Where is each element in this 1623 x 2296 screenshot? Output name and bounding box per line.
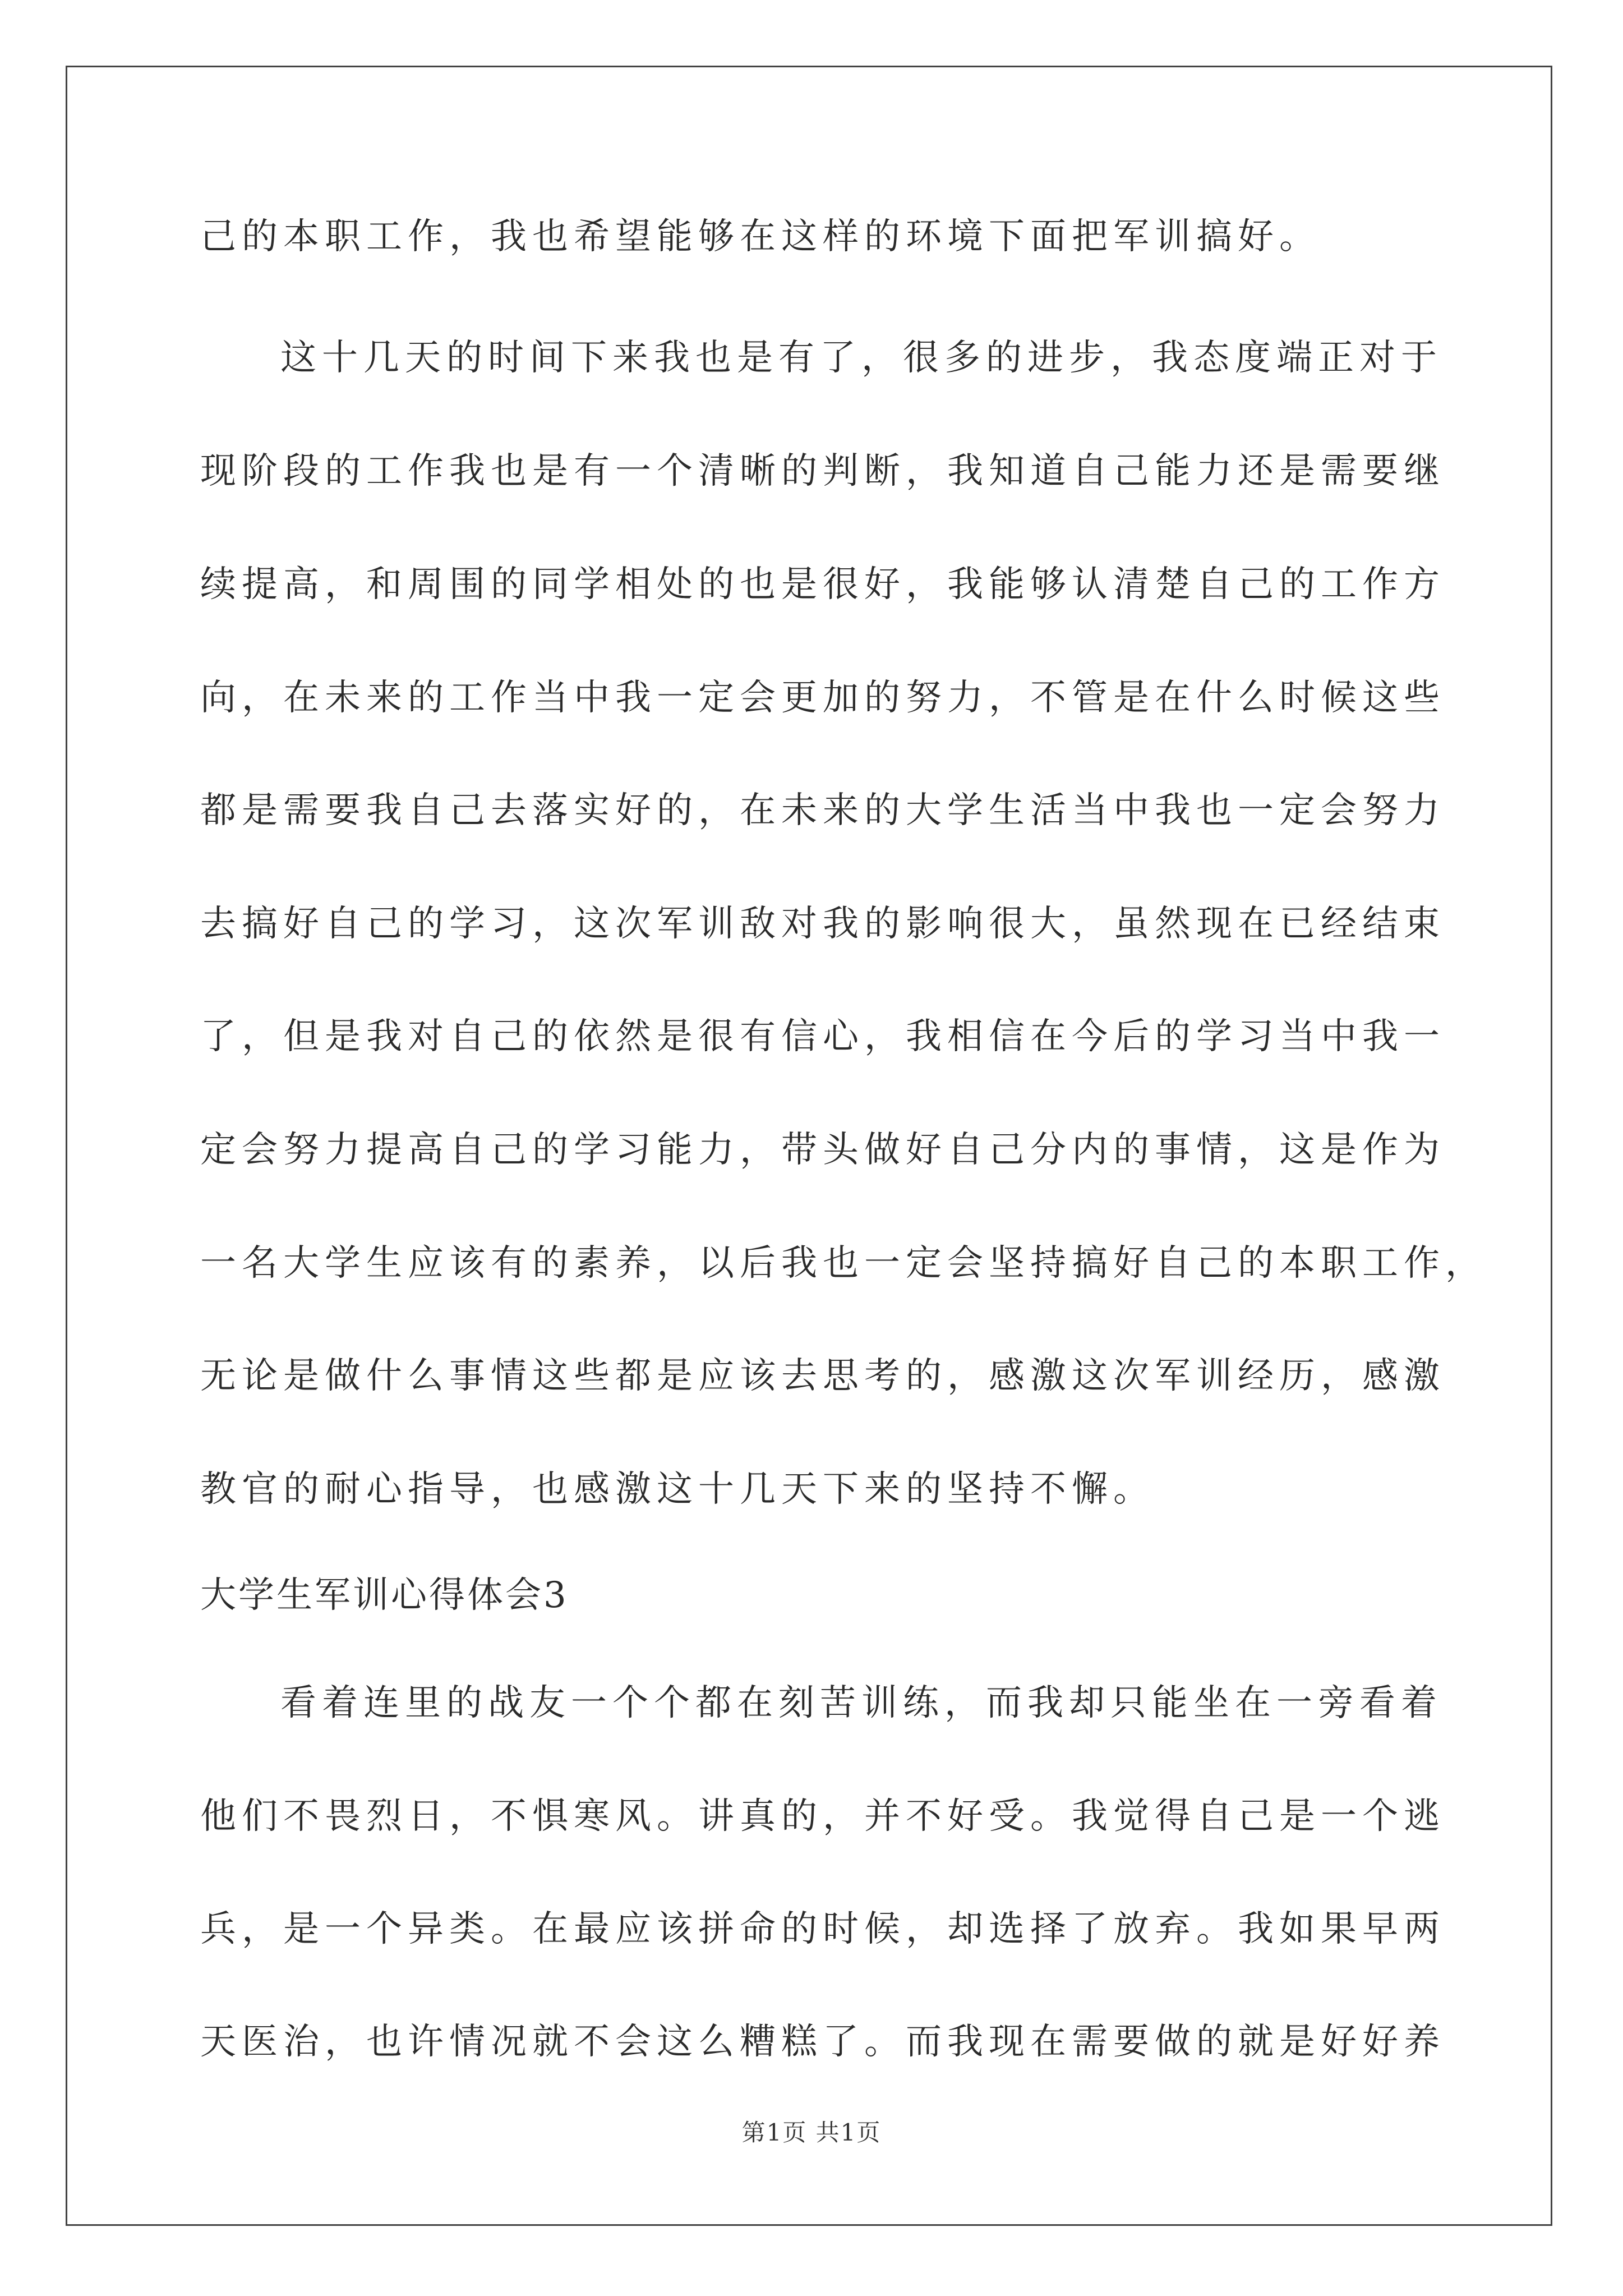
paragraph-line: 他们不畏烈日，不惧寒风。讲真的，并不好受。我觉得自己是一个逃 xyxy=(200,1796,1445,1837)
paragraph-line: 去搞好自己的学习，这次军训敌对我的影响很大，虽然现在已经结束 xyxy=(200,903,1445,945)
paragraph-line: 向，在未来的工作当中我一定会更加的努力，不管是在什么时候这些 xyxy=(200,677,1445,719)
paragraph-line: 无论是做什么事情这些都是应该去思考的，感激这次军训经历，感激 xyxy=(200,1355,1445,1397)
paragraph-line: 兵，是一个异类。在最应该拼命的时候，却选择了放弃。我如果早两 xyxy=(200,1908,1445,1950)
paragraph-line: 现阶段的工作我也是有一个清晰的判断，我知道自己能力还是需要继 xyxy=(200,450,1445,492)
paragraph-line: 一名大学生应该有的素养，以后我也一定会坚持搞好自己的本职工作， xyxy=(200,1243,1487,1284)
section-heading: 大学生军训心得体会3 xyxy=(200,1575,569,1616)
page-footer: 第1页 共1页 xyxy=(741,2119,882,2146)
paragraph-line: 己的本职工作，我也希望能够在这样的环境下面把军训搞好。 xyxy=(200,216,1321,257)
paragraph-line: 都是需要我自己去落实好的，在未来的大学生活当中我也一定会努力 xyxy=(200,790,1445,831)
paragraph-line: 这十几天的时间下来我也是有了，很多的进步，我态度端正对于 xyxy=(280,337,1442,379)
paragraph-line: 天医治，也许情况就不会这么糟糕了。而我现在需要做的就是好好养 xyxy=(200,2021,1445,2063)
paragraph-line: 定会努力提高自己的学习能力，带头做好自己分内的事情，这是作为 xyxy=(200,1129,1445,1171)
paragraph-line: 续提高，和周围的同学相处的也是很好，我能够认清楚自己的工作方 xyxy=(200,564,1445,605)
paragraph-line: 教官的耐心指导，也感激这十几天下来的坚持不懈。 xyxy=(200,1469,1155,1510)
paragraph-line: 了，但是我对自己的依然是很有信心，我相信在今后的学习当中我一 xyxy=(200,1016,1445,1057)
paragraph-line: 看着连里的战友一个个都在刻苦训练，而我却只能坐在一旁看着 xyxy=(280,1682,1442,1724)
